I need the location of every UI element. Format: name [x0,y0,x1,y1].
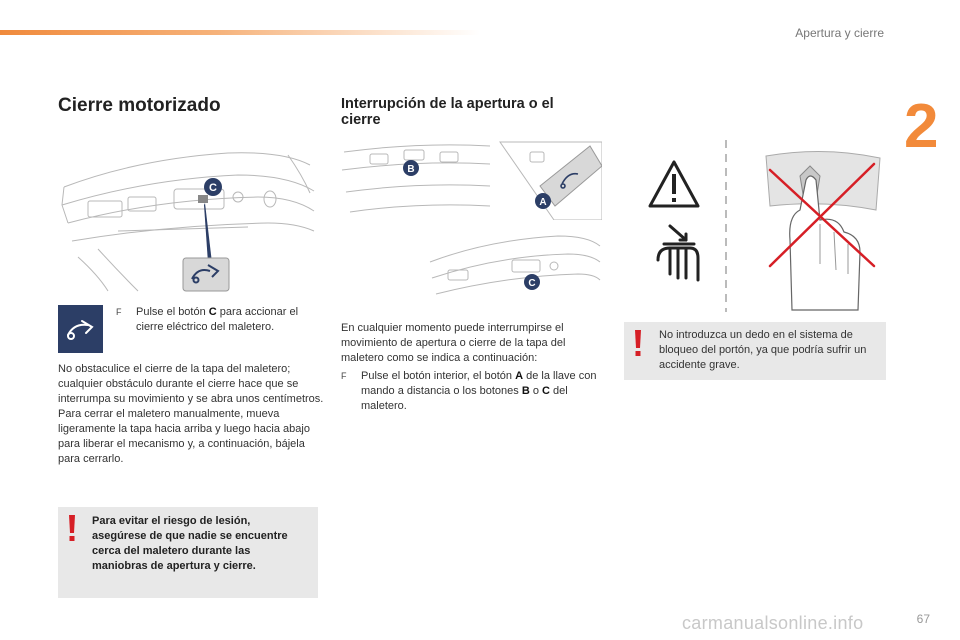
tailgate-icon-badge [58,305,103,353]
warning-box-dedo [624,322,886,380]
label-c-bottom: C [528,278,536,289]
tailgate-button-c-illustration [428,232,602,312]
label-a: A [539,197,547,208]
paragraph-obstaculo [58,362,324,467]
bullet-text-start: Pulse el botón interior, el botón [361,370,516,382]
warning-triangle-icon [650,162,698,206]
button-b-ref: B [521,385,530,397]
warning-exclamation-icon [632,330,644,358]
bullet-mark: F [341,371,347,381]
button-c-ref: C [208,306,217,318]
paragraph-1: No obstaculice el cierre de la tapa del maletero; cualquier obstáculo durante el cierre hace que se interrumpa su movimiento y se abra unos centímetros. [58,363,324,405]
section-title: Apertura y cierre [795,26,884,40]
hand-pinch-icon [658,226,698,280]
chapter-number: 2 [904,92,939,161]
header-accent-bar [0,30,480,35]
button-a-ref: A [515,370,524,382]
bullet-text-o: o [529,385,543,397]
label-c: C [209,182,217,194]
warning-text-dedo: No introduzca un dedo en el sistema de bloqueo del portón, ya que podría sufrir un accidente grave. [659,329,867,371]
label-b: B [407,164,415,175]
bullet-text-mid: de la llave con mando a distancia o los botones [361,370,597,397]
tailgate-close-icon [58,305,103,353]
bullet-mark: F [116,307,122,317]
warning-exclamation-icon [66,515,78,543]
title-interrupcion: Interrupción de la apertura o el cierre [341,96,554,128]
bullet-text-start: Pulse el botón [136,306,209,318]
bullet-text-end: para accionar el cierre eléctrico del maletero. [136,306,299,333]
bullet-text-end: del maletero. [361,385,568,412]
title-cierre-motorizado: Cierre motorizado [58,95,221,116]
page-number: 67 [916,612,930,626]
warning-box-lesion [58,507,318,598]
paragraph-interrupcion: En cualquier momento puede interrumpirse el movimiento de apertura o cierre de la tapa del maletero como se indica a continuación: [341,322,566,364]
warning-text-lesion: Para evitar el riesgo de lesión, asegúrese de que nadie se encuentre cerca del maletero durante las maniobras de apertura y cierre. [92,515,288,572]
watermark: carmanualsonline.info [682,613,864,633]
finger-pinch-warning-illustration [624,140,886,312]
tailgate-button-illustration [58,145,316,293]
button-c-ref: C [542,385,550,397]
paragraph-2: Para cerrar el maletero manualmente, mueva ligeramente la tapa hacia arriba y luego hacia abajo para liberar el mecanismo y, a continuación, bájela para cerrarlo. [58,408,310,465]
interior-button-and-key-illustration [340,136,602,220]
bullet-pulse-boton-c [116,305,321,335]
bullet-pulse-boton-interior [341,369,599,414]
